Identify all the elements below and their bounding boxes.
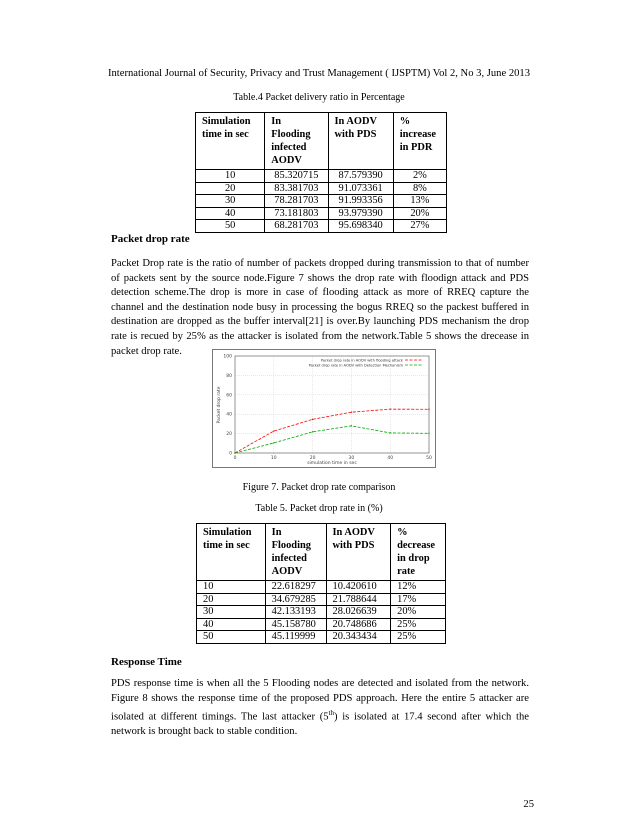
chart-x-axis-label: simulation time in sec [307,461,357,466]
data-point-0-4 [390,408,391,409]
table-row [196,182,447,195]
packet-drop-rate-paragraph: Packet Drop rate is the ratio of number of packets dropped during transmission to that of number of packets sent by the source node.Figure 7 shows the drop rate with floodign attack and PDS detection scheme.The drop is more in case of flooding attack as more of RREQ capture the channel and the destination node busy in processing the bogus RREQ so the packest buffered in destination are dropped as the buffer interval[21] is over.By launching PDS mechanism the drop rate is recued by 25% as the attacker is isolated from the network.Table 5 shows the drecease in packet drop rate. [111,258,529,357]
table-cell: 25% [391,631,446,644]
table-cell: 95.698340 [328,220,393,233]
data-point-1-5 [428,433,429,434]
table-row [197,593,446,606]
table-cell: 68.281703 [265,220,328,233]
table-cell: 87.579390 [328,170,393,183]
table5-header-decrease: % decrease in drop rate [391,524,446,581]
table-cell: 40 [197,618,266,631]
table-cell: 20.748686 [326,618,391,631]
table-cell: 10 [197,581,266,594]
x-tick-label-5: 50 [426,456,432,461]
response-time-paragraph [111,677,529,740]
table-cell: 78.281703 [265,195,328,208]
x-tick-label-3: 30 [348,456,355,461]
table-cell: 73.181803 [265,207,328,220]
data-point-1-3 [351,425,352,426]
table-cell: 45.119999 [265,631,326,644]
table-cell: 2% [393,170,446,183]
table4-header-row [196,113,447,170]
table4-packet-delivery-ratio [195,112,447,233]
response-time-text-a: PDS response time is when all the 5 Flooding nodes are detected and isolated from the network. Figure 8 shows the response time of the proposed PDS approach. Here the entire 5 attacker are isolated at different timings. The last attacker (5 [111,678,529,723]
chart-series [234,408,429,453]
table-cell: 91.073361 [328,182,393,195]
journal-header: International Journal of Security, Privacy and Trust Management ( IJSPTM) Vol 2, No 3, June 2013 [107,68,531,79]
section-heading-response-time: Response Time [111,656,182,668]
data-point-0-3 [351,411,352,412]
table-cell: 20.343434 [326,631,391,644]
x-tick-label-2: 20 [309,456,316,461]
table-cell: 85.320715 [265,170,328,183]
y-tick-label-2: 40 [226,412,232,418]
y-tick-label-0: 0 [229,451,232,457]
page-number: 25 [523,799,534,810]
x-tick-label-0: 0 [233,456,237,461]
series-line-0 [235,409,429,453]
table-cell: 12% [391,581,446,594]
table-cell: 45.158780 [265,618,326,631]
table5-packet-drop-rate [196,523,446,644]
x-tick-label-4: 40 [387,456,394,461]
table4-header-increase: % increase in PDR [393,113,446,170]
table5-header-row [197,524,446,581]
table-cell: 28.026639 [326,606,391,619]
table4-header-time: Simulation time in sec [196,113,265,170]
table-row [197,606,446,619]
data-point-1-1 [273,442,274,443]
series-line-1 [235,426,429,453]
legend-label-1: Packet drop rate in AODV with Detection Mechanism [308,363,403,368]
table5-header-time: Simulation time in sec [197,524,266,581]
figure7-chart [212,349,436,468]
table-cell: 27% [393,220,446,233]
table-row [197,631,446,644]
table-cell: 10.420610 [326,581,391,594]
table-cell: 91.993356 [328,195,393,208]
table-row [196,195,447,208]
table5-header-pds: In AODV with PDS [326,524,391,581]
table-row [197,618,446,631]
table-row [196,220,447,233]
table-cell: 8% [393,182,446,195]
table-cell: 83.381703 [265,182,328,195]
table-cell: 42.133193 [265,606,326,619]
table-cell: 40 [196,207,265,220]
section-heading-packet-drop-rate: Packet drop rate [111,233,190,245]
table-row [196,170,447,183]
legend-label-0: Packet drop rate in AODV with flooding attack [320,358,403,363]
table-cell: 20% [393,207,446,220]
table-cell: 34.679285 [265,593,326,606]
data-point-0-1 [273,430,274,431]
table4-caption: Table.4 Packet delivery ratio in Percentage [233,92,405,103]
table-cell: 17% [391,593,446,606]
table-cell: 20 [197,593,266,606]
table-row [196,207,447,220]
table-cell: 50 [197,631,266,644]
plot-frame [235,356,429,453]
table-cell: 10 [196,170,265,183]
table-cell: 30 [197,606,266,619]
y-tick-label-5: 100 [223,354,232,360]
data-point-1-2 [312,431,313,432]
data-point-0-5 [428,409,429,410]
y-tick-label-3: 60 [226,393,232,399]
drop-rate-line-chart [213,350,435,467]
table-cell: 13% [393,195,446,208]
table-cell: 20 [196,182,265,195]
data-point-0-2 [312,419,313,420]
data-point-1-0 [234,452,235,453]
superscript-th: th [328,709,334,718]
table-cell: 20% [391,606,446,619]
table4-header-pds: In AODV with PDS [328,113,393,170]
x-tick-label-1: 10 [270,456,277,461]
data-point-1-4 [390,432,391,433]
table-row [197,581,446,594]
table-cell: 22.618297 [265,581,326,594]
table4-header-flooding: In Flooding infected AODV [265,113,328,170]
table5-header-flooding: In Flooding infected AODV [265,524,326,581]
y-tick-label-4: 80 [226,373,232,379]
chart-grid [235,356,429,453]
chart-axes [223,354,432,462]
table-cell: 30 [196,195,265,208]
chart-y-axis-label: Packet drop rate [217,386,222,424]
table-cell: 93.979390 [328,207,393,220]
table-cell: 21.788644 [326,593,391,606]
table-cell: 25% [391,618,446,631]
table5-caption: Table 5. Packet drop rate in (%) [255,503,383,514]
y-tick-label-1: 20 [226,432,232,438]
response-time-text-b: ) is isolated at 17.4 second after which the network is brought back to stable condition. [111,711,529,738]
figure7-caption: Figure 7. Packet drop rate comparison [242,482,396,493]
table-cell: 50 [196,220,265,233]
chart-legend [309,358,423,367]
